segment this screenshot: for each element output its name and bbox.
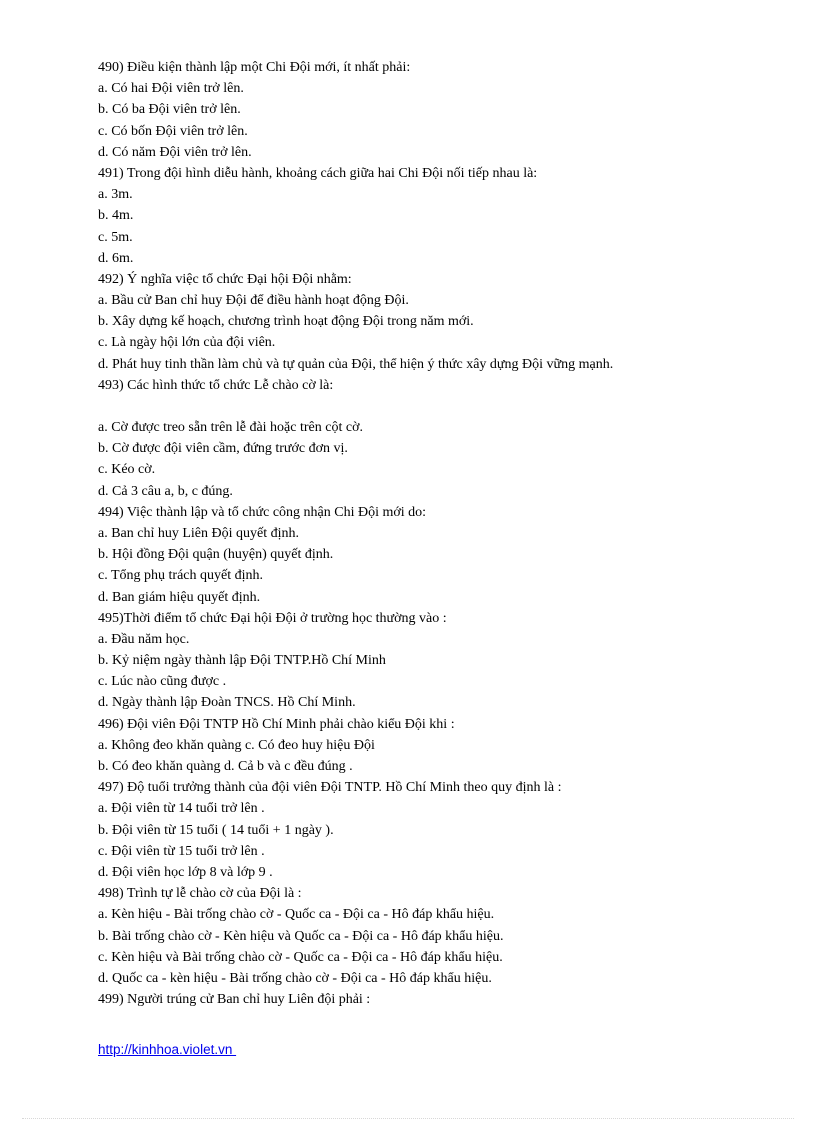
q493-option-c: c. Kéo cờ.: [98, 462, 156, 478]
q492-option-b: b. Xây dựng kế hoạch, chương trình hoạt động Đội trong năm mới.: [98, 314, 474, 330]
q491-option-d: d. 6m.: [98, 250, 134, 266]
q490-option-d: d. Có năm Đội viên trở lên.: [98, 144, 252, 160]
q497-title: 497) Độ tuổi trưởng thành của đội viên Đội TNTP. Hồ Chí Minh theo quy định là :: [98, 780, 562, 796]
q491-option-a: a. 3m.: [98, 187, 133, 203]
q495-title: 495)Thời điểm tổ chức Đại hội Đội ở trường học thường vào :: [98, 610, 447, 626]
q490-option-b: b. Có ba Đội viên trở lên.: [98, 102, 241, 118]
q491-option-b: b. 4m.: [98, 208, 134, 224]
q496-options-b-d: b. Có đeo khăn quàng d. Cả b và c đều đúng .: [98, 759, 353, 774]
q494-option-b: b. Hội đồng Đội quận (huyện) quyết định.: [98, 547, 334, 563]
q492-option-d: d. Phát huy tinh thần làm chủ và tự quản của Đội, thể hiện ý thức xây dựng Đội vững mạnh.: [98, 356, 614, 372]
q492-title: 492) Ý nghĩa việc tổ chức Đại hội Đội nhằm:: [98, 271, 352, 287]
q490-title: 490) Điều kiện thành lập một Chi Đội mới, ít nhất phải:: [98, 60, 411, 75]
q491-title: 491) Trong đội hình diễu hành, khoảng cách giữa hai Chi Đội nối tiếp nhau là:: [98, 165, 538, 181]
q497-option-c: c. Đội viên từ 15 tuổi trở lên .: [98, 843, 265, 859]
document-body: [98, 57, 788, 1010]
q495-option-c: c. Lúc nào cũng được .: [98, 674, 227, 690]
q499-title: 499) Người trúng cử Ban chỉ huy Liên đội phải :: [98, 992, 371, 1008]
q490-option-a: a. Có hai Đội viên trở lên.: [98, 81, 244, 97]
q493-option-b: b. Cờ được đội viên cầm, đứng trước đơn vị.: [98, 441, 348, 457]
q496-title: 496) Đội viên Đội TNTP Hồ Chí Minh phải chào kiểu Đội khi :: [98, 716, 455, 732]
q495-option-a: a. Đầu năm học.: [98, 631, 190, 647]
q494-option-c: c. Tổng phụ trách quyết định.: [98, 568, 263, 584]
q497-option-d: d. Đội viên học lớp 8 và lớp 9 .: [98, 864, 273, 880]
q496-options-a-c: a. Không đeo khăn quàng c. Có đeo huy hiệu Đội: [98, 737, 375, 753]
q493-option-a: a. Cờ được treo sẵn trên lễ đài hoặc trên cột cờ.: [98, 420, 363, 435]
q494-option-d: d. Ban giám hiệu quyết định.: [98, 589, 261, 605]
page-bottom-divider: [22, 1118, 794, 1119]
q495-option-d: d. Ngày thành lập Đoàn TNCS. Hồ Chí Minh.: [98, 695, 356, 711]
q490-option-c: c. Có bốn Đội viên trở lên.: [98, 123, 248, 139]
blank-line: [98, 396, 788, 417]
q498-option-a: a. Kèn hiệu - Bài trống chào cờ - Quốc ca - Đội ca - Hô đáp khẩu hiệu.: [98, 907, 495, 923]
q497-option-a: a. Đội viên từ 14 tuổi trở lên .: [98, 801, 265, 817]
q497-option-b: b. Đội viên từ 15 tuổi ( 14 tuổi + 1 ngày ).: [98, 822, 334, 838]
q493-title: 493) Các hình thức tổ chức Lễ chào cờ là:: [98, 377, 334, 393]
q492-option-a: a. Bầu cử Ban chỉ huy Đội để điều hành hoạt động Đội.: [98, 293, 409, 309]
q498-title: 498) Trình tự lễ chào cờ của Đội là :: [98, 886, 302, 902]
q494-option-a: a. Ban chỉ huy Liên Đội quyết định.: [98, 525, 300, 541]
q491-option-c: c. 5m.: [98, 229, 133, 245]
footer-link[interactable]: http://kinhhoa.violet.vn: [98, 1042, 237, 1057]
q498-option-b: b. Bài trống chào cờ - Kèn hiệu và Quốc ca - Đội ca - Hô đáp khẩu hiệu.: [98, 928, 504, 944]
q493-option-d: d. Cả 3 câu a, b, c đúng.: [98, 483, 233, 499]
q495-option-b: b. Kỷ niệm ngày thành lập Đội TNTP.Hồ Chí Minh: [98, 653, 386, 669]
q494-title: 494) Việc thành lập và tổ chức công nhận Chi Đội mới do:: [98, 504, 427, 520]
q492-option-c: c. Là ngày hội lớn của đội viên.: [98, 335, 276, 351]
q498-option-d: d. Quốc ca - kèn hiệu - Bài trống chào cờ - Đội ca - Hô đáp khẩu hiệu.: [98, 970, 492, 986]
q498-option-c: c. Kèn hiệu và Bài trống chào cờ - Quốc ca - Đội ca - Hô đáp khẩu hiệu.: [98, 949, 503, 965]
